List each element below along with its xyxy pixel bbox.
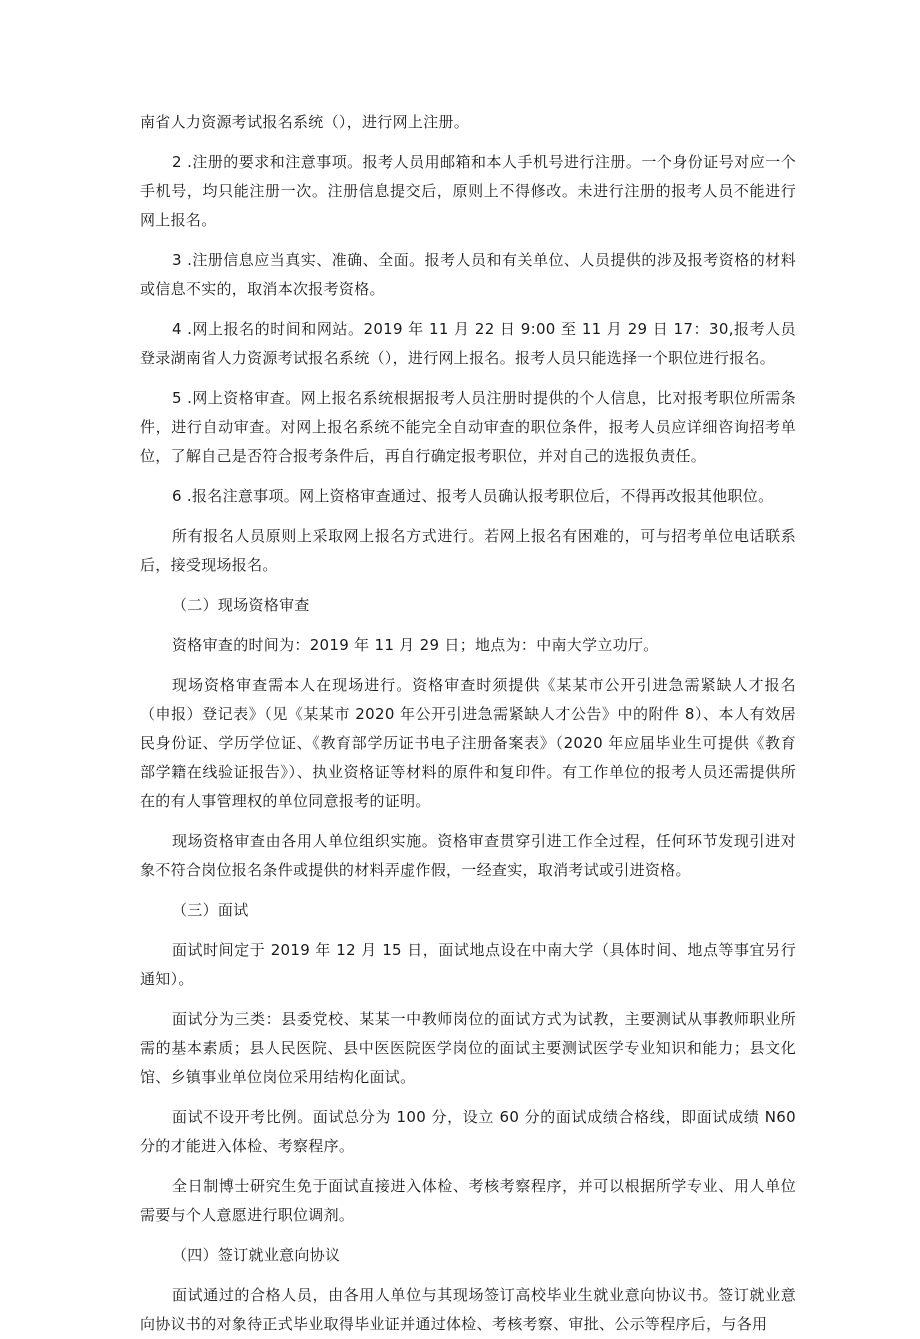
paragraph-interview-time: 面试时间定于 2019 年 12 月 15 日，面试地点设在中南大学（具体时间、地点等事宜另行通知）。 xyxy=(140,941,796,988)
paragraph-review-time-place: 资格审查的时间为：2019 年 11 月 29 日；地点为：中南大学立功厅。 xyxy=(172,636,659,654)
paragraph-registration-end: 南省人力资源考试报名系统（），进行网上注册。 xyxy=(140,113,470,131)
paragraph-item-4: 4 .网上报名的时间和网站。2019 年 11 月 22 日 9:00 至 11 月 29 日 17：30,报考人员登录湖南省人力资源考试报名系统（），进行网上报名。报考人员只能选择一个职位进行报名。 xyxy=(140,320,796,367)
section-heading-qualification-review: （二）现场资格审查 xyxy=(172,596,310,614)
paragraph-agreement-signing: 面试通过的合格人员，由各用人单位与其现场签订高校毕业生就业意向协议书。签订就业意向协议书的对象待正式毕业取得毕业证并通过体检、考核考察、审批、公示等程序后，与各用 xyxy=(140,1286,796,1333)
paragraph-review-materials: 现场资格审查需本人在现场进行。资格审查时须提供《某某市公开引进急需紧缺人才报名（申报）登记表》（见《某某市 2020 年公开引进急需紧缺人才公告》中的附件 8）、本人有效居民身份证、学历学位证、《教育部学历证书电子注册备案表》（2020 年应届毕业生可提供《教育部学籍在线验证报告》）、执业资格证等材料的原件和复印件。有工作单位的报考人员还需提供所在的有人事管理权的单位同意报考的证明。 xyxy=(140,676,796,810)
paragraph-review-organization: 现场资格审查由各用人单位组织实施。资格审查贯穿引进工作全过程，任何环节发现引进对象不符合岗位报名条件或提供的材料弄虚作假，一经查实，取消考试或引进资格。 xyxy=(140,832,796,879)
section-heading-employment-agreement: （四）签订就业意向协议 xyxy=(172,1246,341,1264)
paragraph-item-5: 5 .网上资格审查。网上报名系统根据报考人员注册时提供的个人信息，比对报考职位所需条件，进行自动审查。对网上报名系统不能完全自动审查的职位条件，报考人员应详细咨询招考单位，了解自己是否符合报考条件后，再自行确定报考职位，并对自己的选报负责任。 xyxy=(140,389,796,465)
paragraph-item-2: 2 .注册的要求和注意事项。报考人员用邮箱和本人手机号进行注册。一个身份证号对应一个手机号，均只能注册一次。注册信息提交后，原则上不得修改。未进行注册的报考人员不能进行网上报名。 xyxy=(140,153,796,229)
paragraph-phd-exemption: 全日制博士研究生免于面试直接进入体检、考核考察程序，并可以根据所学专业、用人单位需要与个人意愿进行职位调剂。 xyxy=(140,1177,796,1224)
paragraph-item-3: 3 .注册信息应当真实、准确、全面。报考人员和有关单位、人员提供的涉及报考资格的材料或信息不实的，取消本次报考资格。 xyxy=(140,251,796,298)
paragraph-item-6: 6 .报名注意事项。网上资格审查通过、报考人员确认报考职位后，不得再改报其他职位。 xyxy=(172,487,774,505)
paragraph-onsite-registration: 所有报名人员原则上采取网上报名方式进行。若网上报名有困难的，可与招考单位电话联系后，接受现场报名。 xyxy=(140,527,796,574)
paragraph-interview-types: 面试分为三类：县委党校、某某一中教师岗位的面试方式为试教，主要测试从事教师职业所需的基本素质；县人民医院、县中医医院医学岗位的面试主要测试医学专业知识和能力；县文化馆、乡镇事业单位岗位采用结构化面试。 xyxy=(140,1010,796,1086)
paragraph-interview-score: 面试不设开考比例。面试总分为 100 分，设立 60 分的面试成绩合格线，即面试成绩 N60 分的才能进入体检、考察程序。 xyxy=(140,1108,796,1155)
section-heading-interview: （三）面试 xyxy=(172,901,249,919)
